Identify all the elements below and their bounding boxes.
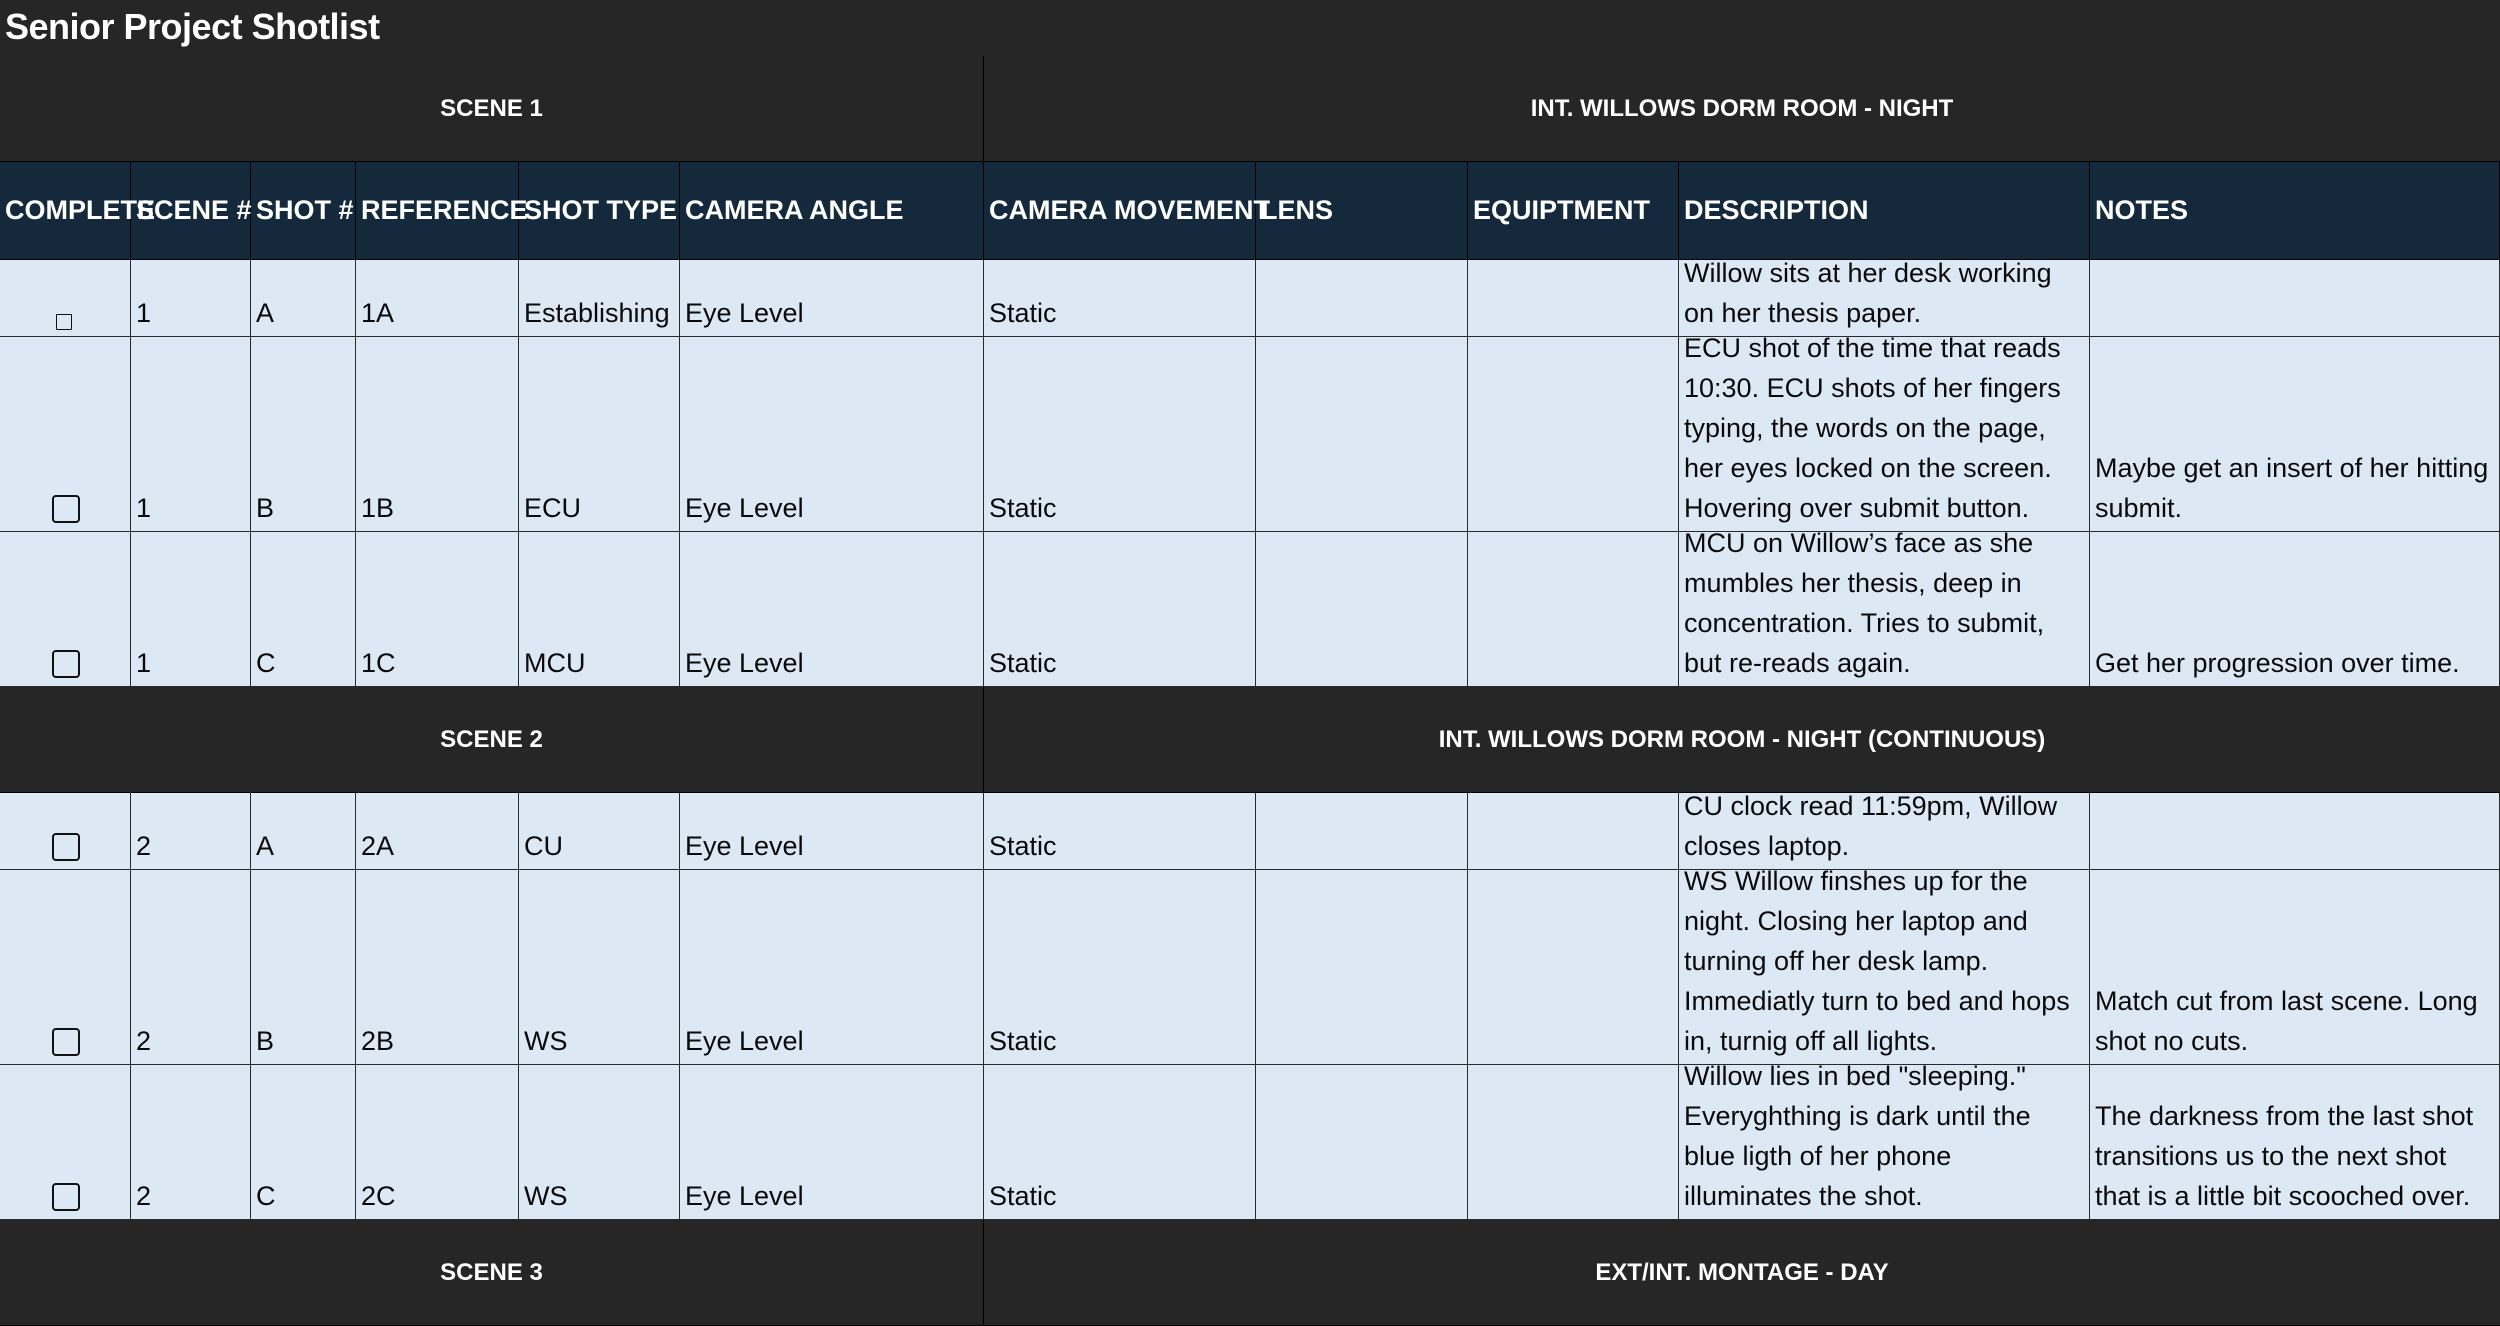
notes-text: Maybe get an insert of her hitting submit.	[2095, 453, 2489, 523]
camera-angle-text: Eye Level	[685, 1026, 804, 1056]
reference-text: 2C	[361, 1181, 396, 1211]
cell-camera-angle[interactable]	[680, 793, 984, 869]
notes-text: Get her progression over time.	[2095, 648, 2460, 678]
table-row	[0, 528, 2500, 687]
cell-notes[interactable]	[2090, 1065, 2500, 1219]
complete-cell	[0, 1065, 131, 1219]
cell-notes[interactable]	[2090, 260, 2500, 336]
column-header-description[interactable]: DESCRIPTION	[1679, 162, 2090, 259]
cell-description[interactable]	[1679, 528, 2090, 686]
scene-location[interactable]: EXT/INT. MONTAGE - DAY	[1595, 1258, 1889, 1286]
complete-cell	[0, 337, 131, 531]
camera-angle-text: Eye Level	[685, 831, 804, 861]
complete-cell	[0, 532, 131, 686]
cell-reference[interactable]	[356, 260, 519, 336]
scene-header-row	[0, 1220, 2500, 1326]
cell-lens[interactable]	[1256, 337, 1468, 531]
column-header-equipment[interactable]: EQUIPTMENT	[1468, 162, 1679, 259]
shot-number-text: A	[256, 831, 275, 861]
cell-notes[interactable]	[2090, 793, 2500, 869]
cell-description[interactable]	[1679, 260, 2090, 336]
cell-notes[interactable]	[2090, 337, 2500, 531]
complete-checkbox[interactable]	[56, 314, 72, 330]
cell-shot-type[interactable]	[519, 260, 680, 336]
reference-text: 2B	[361, 1026, 395, 1056]
scene-number-text: 2	[136, 831, 152, 861]
cell-shot-type[interactable]	[519, 1065, 680, 1219]
table-row	[0, 1061, 2500, 1220]
scene-number-text: 2	[136, 1181, 152, 1211]
cell-shot-type[interactable]	[519, 337, 680, 531]
camera-movement-text: Static	[989, 298, 1057, 328]
scene-header-row	[0, 56, 2500, 162]
shot-type-text: WS	[524, 1026, 568, 1056]
cell-camera-angle[interactable]	[680, 1065, 984, 1219]
cell-shot-type[interactable]	[519, 793, 680, 869]
cell-shot-number[interactable]	[251, 870, 356, 1064]
scene-number-text: 1	[136, 493, 152, 523]
cell-shot-type[interactable]	[519, 870, 680, 1064]
cell-camera-angle[interactable]	[680, 532, 984, 686]
cell-camera-movement[interactable]	[984, 1065, 1256, 1219]
cell-equipment[interactable]	[1468, 260, 1679, 336]
notes-text: The darkness from the last shot transitions us to the next shot that is a little bit scooched over.	[2095, 1101, 2474, 1211]
scene-location[interactable]: INT. WILLOWS DORM ROOM - NIGHT	[1530, 94, 1954, 122]
cell-notes[interactable]	[2090, 870, 2500, 1064]
shot-number-text: A	[256, 298, 275, 328]
camera-movement-text: Static	[989, 831, 1057, 861]
cell-shot-number[interactable]	[251, 337, 356, 531]
reference-text: 1B	[361, 493, 395, 523]
camera-angle-text: Eye Level	[685, 648, 804, 678]
column-header-complete[interactable]: COMPLETE	[0, 162, 131, 259]
scene-label[interactable]: SCENE 2	[0, 687, 984, 792]
cell-description[interactable]	[1679, 333, 2090, 531]
cell-equipment[interactable]	[1468, 793, 1679, 869]
cell-scene-number[interactable]	[131, 870, 251, 1064]
shot-type-text: CU	[524, 831, 563, 861]
cell-shot-number[interactable]	[251, 532, 356, 686]
cell-scene-number[interactable]	[131, 337, 251, 531]
cell-reference[interactable]	[356, 870, 519, 1064]
cell-reference[interactable]	[356, 1065, 519, 1219]
cell-equipment[interactable]	[1468, 870, 1679, 1064]
camera-movement-text: Static	[989, 493, 1057, 523]
cell-lens[interactable]	[1256, 870, 1468, 1064]
complete-checkbox[interactable]	[52, 495, 80, 523]
camera-angle-text: Eye Level	[685, 493, 804, 523]
scene-number-text: 1	[136, 648, 152, 678]
complete-cell	[0, 870, 131, 1064]
cell-description[interactable]	[1679, 793, 2090, 869]
camera-angle-text: Eye Level	[685, 298, 804, 328]
column-header-camera-movement[interactable]: CAMERA MOVEMENT	[984, 162, 1256, 259]
column-header-lens[interactable]: LENS	[1256, 162, 1468, 259]
cell-shot-number[interactable]	[251, 1065, 356, 1219]
table-row	[0, 793, 2500, 870]
cell-shot-number[interactable]	[251, 260, 356, 336]
camera-movement-text: Static	[989, 1026, 1057, 1056]
cell-camera-movement[interactable]	[984, 337, 1256, 531]
shot-type-text: MCU	[524, 648, 586, 678]
cell-lens[interactable]	[1256, 793, 1468, 869]
camera-angle-text: Eye Level	[685, 1181, 804, 1211]
cell-equipment[interactable]	[1468, 532, 1679, 686]
complete-checkbox[interactable]	[52, 650, 80, 678]
shot-number-text: C	[256, 648, 276, 678]
table-row	[0, 866, 2500, 1065]
description-text: MCU on Willow’s face as she mumbles her thesis, deep in concentration. Tries to submit, but re-reads again.	[1684, 528, 2045, 678]
title-bar	[0, 0, 2500, 57]
description-text: Willow lies in bed "sleeping." Everyghthing is dark until the blue ligth of her phone illuminates the shot.	[1684, 1061, 2031, 1211]
cell-reference[interactable]	[356, 532, 519, 686]
shot-type-text: WS	[524, 1181, 568, 1211]
description-text: ECU shot of the time that reads 10:30. ECU shots of her fingers typing, the words on the page, her eyes locked on the screen. Hovering over submit button.	[1684, 333, 2061, 523]
camera-movement-text: Static	[989, 1181, 1057, 1211]
complete-checkbox[interactable]	[52, 833, 80, 861]
cell-camera-movement[interactable]	[984, 260, 1256, 336]
complete-cell	[0, 793, 131, 869]
column-header-shot-number[interactable]: SHOT #	[251, 162, 356, 259]
column-header-reference[interactable]: REFERENCE	[356, 162, 519, 259]
cell-description[interactable]	[1679, 1061, 2090, 1219]
cell-reference[interactable]	[356, 337, 519, 531]
shot-number-text: C	[256, 1181, 276, 1211]
cell-camera-angle[interactable]	[680, 870, 984, 1064]
column-header-scene-number[interactable]: SCENE #	[131, 162, 251, 259]
scene-header-row	[0, 687, 2500, 793]
column-header-camera-angle[interactable]: CAMERA ANGLE	[680, 162, 984, 259]
cell-equipment[interactable]	[1468, 1065, 1679, 1219]
scene-location[interactable]: INT. WILLOWS DORM ROOM - NIGHT (CONTINUOUS)	[1438, 725, 2046, 753]
scene-label[interactable]: SCENE 1	[0, 56, 984, 161]
shot-number-text: B	[256, 493, 275, 523]
description-text: WS Willow finshes up for the night. Closing her laptop and turning off her desk lamp. Immediatly turn to bed and hops in, turnig off all lights.	[1684, 866, 2070, 1056]
column-header-row	[0, 162, 2500, 260]
table-row	[0, 260, 2500, 337]
scene-label[interactable]: SCENE 3	[0, 1220, 984, 1325]
camera-movement-text: Static	[989, 648, 1057, 678]
cell-camera-movement[interactable]	[984, 532, 1256, 686]
shot-type-text: Establishing	[524, 298, 670, 328]
cell-camera-angle[interactable]	[680, 337, 984, 531]
description-text: CU clock read 11:59pm, Willow closes laptop.	[1684, 791, 2058, 861]
reference-text: 1C	[361, 648, 396, 678]
cell-scene-number[interactable]	[131, 260, 251, 336]
cell-shot-type[interactable]	[519, 532, 680, 686]
column-header-shot-type[interactable]: SHOT TYPE	[519, 162, 680, 259]
cell-scene-number[interactable]	[131, 532, 251, 686]
column-header-notes[interactable]: NOTES	[2090, 162, 2500, 259]
cell-lens[interactable]	[1256, 532, 1468, 686]
scene-number-text: 2	[136, 1026, 152, 1056]
cell-lens[interactable]	[1256, 1065, 1468, 1219]
sheet-title[interactable]: Senior Project Shotlist	[5, 6, 380, 47]
reference-text: 2A	[361, 831, 395, 861]
cell-scene-number[interactable]	[131, 793, 251, 869]
complete-cell	[0, 260, 131, 336]
cell-camera-angle[interactable]	[680, 260, 984, 336]
cell-description[interactable]	[1679, 866, 2090, 1064]
cell-scene-number[interactable]	[131, 1065, 251, 1219]
cell-camera-movement[interactable]	[984, 793, 1256, 869]
reference-text: 1A	[361, 298, 395, 328]
cell-reference[interactable]	[356, 793, 519, 869]
scene-number-text: 1	[136, 298, 152, 328]
cell-lens[interactable]	[1256, 260, 1468, 336]
notes-text: Match cut from last scene. Long shot no cuts.	[2095, 986, 2478, 1056]
shot-type-text: ECU	[524, 493, 582, 523]
cell-notes[interactable]	[2090, 532, 2500, 686]
complete-checkbox[interactable]	[52, 1183, 80, 1211]
complete-checkbox[interactable]	[52, 1028, 80, 1056]
cell-equipment[interactable]	[1468, 337, 1679, 531]
cell-shot-number[interactable]	[251, 793, 356, 869]
description-text: Willow sits at her desk working on her thesis paper.	[1684, 258, 2052, 328]
table-row	[0, 333, 2500, 532]
cell-camera-movement[interactable]	[984, 870, 1256, 1064]
shot-number-text: B	[256, 1026, 275, 1056]
